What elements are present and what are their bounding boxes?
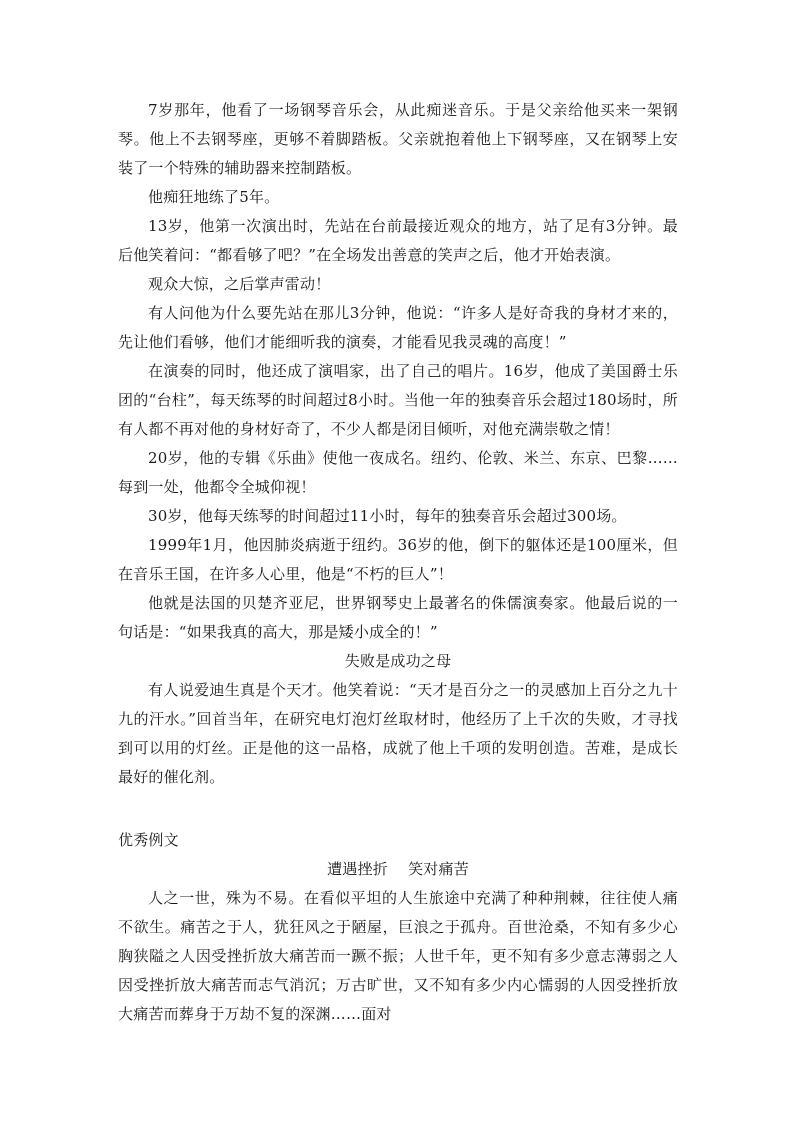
- section-title: 失败是成功之母: [344, 652, 452, 670]
- document-page: [118, 96, 678, 1029]
- story-paragraph-4: 观众大惊，之后掌声雷动！: [148, 275, 331, 293]
- example-label: 优秀例文: [118, 831, 179, 849]
- essay-title: 遭遇挫折 笑对痛苦: [327, 860, 469, 878]
- story-paragraph-8: 30岁，他每天练琴的时间超过11小时，每年的独奏音乐会超过300场。: [148, 507, 627, 525]
- story-paragraph-1: 7岁那年，他看了一场钢琴音乐会，从此痴迷音乐。于是父亲给他买来一架钢琴。他上不去钢琴座，更够不着脚踏板。父亲就抱着他上下钢琴座，又在钢琴上安装了一个特殊的辅助器来控制踏板。: [118, 101, 678, 177]
- story-paragraph-3: 13岁，他第一次演出时，先站在台前最接近观众的地方，站了足有3分钟。最后他笑着问：“都看够了吧？”在全场发出善意的笑声之后，他才开始表演。: [118, 217, 678, 264]
- story-paragraph-10: 他就是法国的贝楚齐亚尼，世界钢琴史上最著名的侏儒演奏家。他最后说的一句话是：“如果我真的高大，那是矮小成全的！”: [118, 594, 678, 641]
- story-paragraph-5: 有人问他为什么要先站在那儿3分钟，他说：“许多人是好奇我的身材才来的，先让他们看够，他们才能细听我的演奏，才能看见我灵魂的高度！”: [118, 304, 678, 351]
- story-paragraph-9: 1999年1月，他因肺炎病逝于纽约。36岁的他，倒下的躯体还是100厘米，但在音乐王国，在许多人心里，他是“不朽的巨人”！: [118, 536, 678, 583]
- section-paragraph: 有人说爱迪生真是个天才。他笑着说：“天才是百分之一的灵感加上百分之九十九的汗水。”回首当年，在研究电灯泡灯丝取材时，他经历了上千次的失败，才寻找到可以用的灯丝。正是他的这一品格，成就了他上千项的发明创造。苦难，是成长最好的催化剂。: [118, 681, 678, 786]
- story-paragraph-7: 20岁，他的专辑《乐曲》使他一夜成名。纽约、伦敦、米兰、东京、巴黎……每到一处，他都令全城仰视！: [118, 449, 678, 496]
- essay-paragraph: 人之一世，殊为不易。在看似平坦的人生旅途中充满了种种荆棘，往往使人痛不欲生。痛苦之于人，犹狂风之于陋屋，巨浪之于孤舟。百世沧桑，不知有多少心胸狭隘之人因受挫折放大痛苦而一蹶不振；人世千年，更不知有多少意志薄弱之人因受挫折放大痛苦而志气消沉；万古旷世，又不知有多少内心懦弱的人因受挫折放大痛苦而葬身于万劫不复的深渊……面对: [118, 889, 678, 1023]
- story-paragraph-2: 他痴狂地练了5年。: [148, 188, 280, 206]
- story-paragraph-6: 在演奏的同时，他还成了演唱家，出了自己的唱片。16岁，他成了美国爵士乐团的“台柱”，每天练琴的时间超过8小时。当他一年的独奏音乐会超过180场时，所有人都不再对他的身材好奇了，不少人都是闭目倾听，对他充满崇敬之情！: [118, 362, 678, 438]
